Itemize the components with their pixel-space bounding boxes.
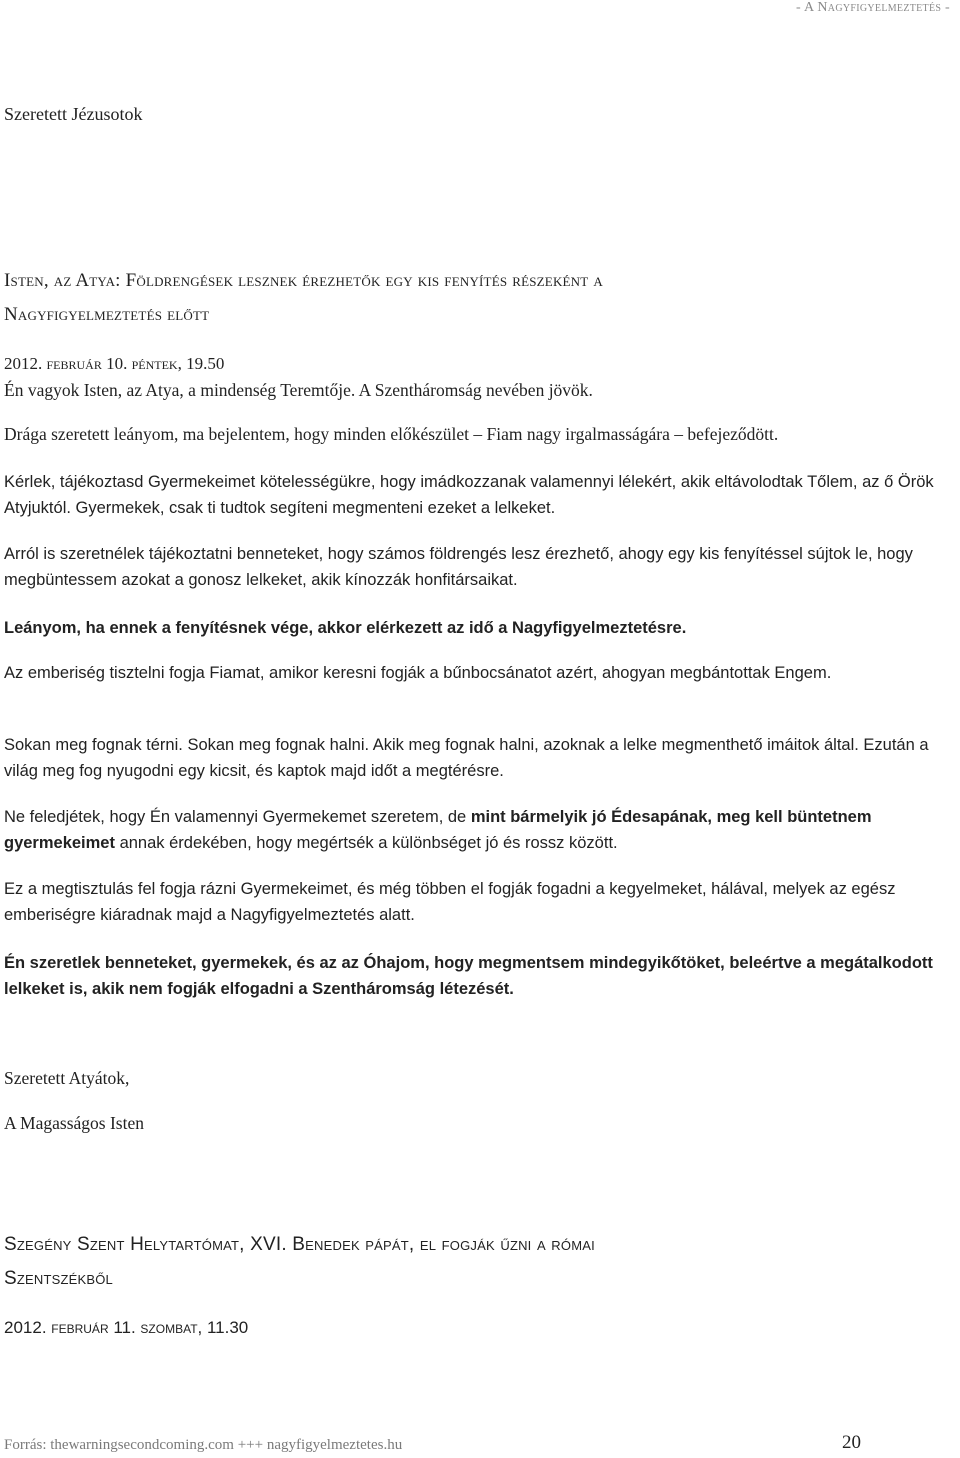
greeting: Szeretett Jézusotok [4,104,143,124]
page-number: 20 [842,1432,861,1453]
paragraph-6-part-3: annak érdekében, hogy megértsék a különbséget jó és rossz között. [114,834,618,852]
running-header: - A Nagyfigyelmeztetés - [795,0,950,15]
paragraph-6 [4,804,952,856]
message-2-date: 2012. február 11. szombat, 11.30 [4,1318,249,1337]
footer-source: Forrás: thewarningsecondcoming.com +++ nagyfigyelmeztetes.hu [4,1437,403,1453]
paragraph-1: Kérlek, tájékoztasd Gyermekeimet kötelességükre, hogy imádkozzanak valamennyi lélekért, akik eltávolodtak Tőlem, az ő Örök Atyjuktól. Gyermekek, csak ti tudtok segíteni megmenteni ezeket a lelkeket. [4,473,934,517]
paragraph-3: Leányom, ha ennek a fenyítésnek vége, akkor elérkezett az idő a Nagyfigyelmeztetésre. [4,619,687,637]
paragraph-4: Az emberiség tisztelni fogja Fiamat, amikor keresni fogják a bűnbocsánatot azért, ahogyan megbántottak Engem. [4,664,832,682]
intro-line-1: Én vagyok Isten, az Atya, a mindenség Teremtője. A Szentháromság nevében jövök. [4,380,593,400]
message-title-line-2: Nagyfigyelmeztetés előtt [4,304,210,325]
signature: A Magasságos Isten [4,1113,144,1133]
intro-line-2: Drága szeretett leányom, ma bejelentem, hogy minden előkészület – Fiam nagy irgalmasságára – befejeződött. [4,424,779,444]
paragraph-2: Arról is szeretnélek tájékoztatni benneteket, hogy számos földrengés lesz érezhető, ahogy egy kis fenyítéssel sújtok le, hogy megbüntessem azokat a gonosz lelkeket, akik kínozzák honfitársaikat. [4,545,913,589]
paragraph-7: Ez a megtisztulás fel fogja rázni Gyermekeimet, és még többen el fogják fogadni a kegyelmeket, hálával, melyek az egész emberiségre kiáradnak majd a Nagyfigyelmeztetés alatt. [4,880,896,924]
message-date: 2012. február 10. péntek, 19.50 [4,354,225,373]
paragraph-5: Sokan meg fognak térni. Sokan meg fognak halni. Akik meg fognak halni, azoknak a lelke megmenthető imáitok által. Ezután a világ meg fog nyugodni egy kicsit, és kaptok majd időt a megtérésre. [4,736,929,780]
closing: Szeretett Atyátok, [4,1068,130,1088]
message-2-title-line-2: Szentszékből [4,1268,113,1289]
message-title-line-1: Isten, az Atya: Földrengések lesznek érezhetők egy kis fenyítés részeként a [4,270,603,291]
paragraph-8: Én szeretlek benneteket, gyermekek, és az az Óhajom, hogy megmentsem mindegyikőtöket, beleértve a megátalkodott lelkeket is, akik nem fogják elfogadni a Szentháromság létezését. [4,954,933,998]
paragraph-6-part-1: Ne feledjétek, hogy Én valamennyi Gyermekemet szeretem, de [4,808,471,826]
paragraph-6-emphasis: mint bármelyik jó Édesapának, meg kell büntetnem gyermekeimet [4,808,872,852]
message-2-title-line-1: Szegény Szent Helytartómat, XVI. Benedek pápát, el fogják űzni a római [4,1234,595,1255]
